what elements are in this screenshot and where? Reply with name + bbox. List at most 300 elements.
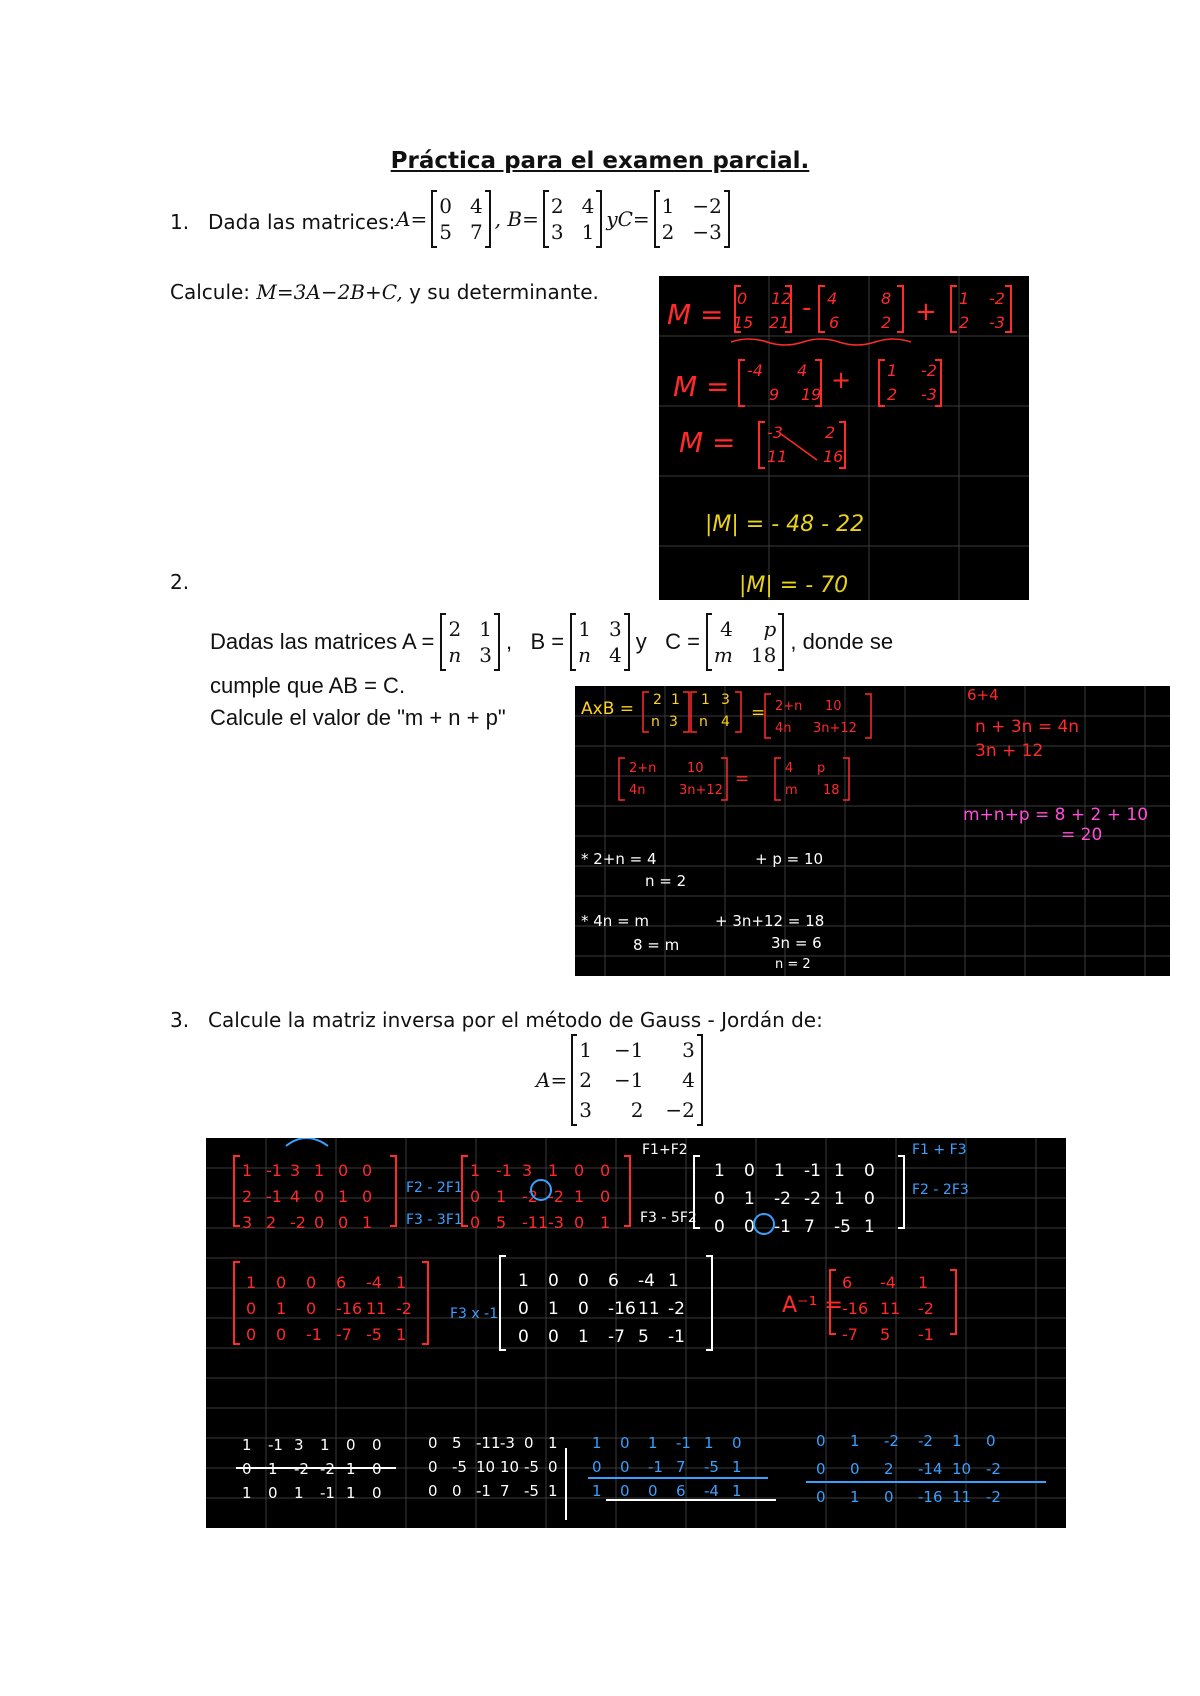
w4-cell: 0 [884, 1488, 894, 1506]
m5-cell: 0 [578, 1271, 589, 1291]
w4-cell: -2 [986, 1460, 1001, 1478]
w4-cell: 11 [952, 1488, 972, 1506]
board-1-det-line-1: |M| = - 48 - 22 [705, 512, 865, 537]
m5-cell: 0 [548, 1327, 559, 1347]
matrix-cell: 3 [579, 1098, 592, 1122]
matrix-b-label: , B = [506, 629, 565, 654]
board-3-canvas [206, 1138, 1066, 1528]
board-1-cell: 12 [771, 289, 792, 308]
matrix-cell: 1 [581, 220, 595, 244]
problem-2-number: 2. [170, 570, 190, 594]
matrix-cell: 3 [682, 1038, 695, 1062]
board-2-sum-result: = 20 [1061, 825, 1103, 845]
inv-cell: -7 [842, 1325, 858, 1344]
m5-cell: 1 [548, 1299, 559, 1319]
board-2-cell: 3n+12 [679, 783, 723, 798]
matrix-c [706, 615, 784, 669]
w2-cell: 0 [548, 1458, 558, 1476]
pivot-circle-2 [754, 1214, 774, 1234]
m4-cell: 0 [246, 1299, 257, 1318]
matrix-cell: 2 [630, 1098, 644, 1122]
board-1-cell: 9 [769, 385, 780, 404]
w1-cell: 1 [346, 1484, 356, 1502]
board-1-det-line-2: |M| = - 70 [739, 573, 849, 598]
board-2-n-line-1: n + 3n = 4n [975, 717, 1080, 737]
m4-cell: -7 [336, 1325, 352, 1344]
board-2-cell: 10 [687, 761, 704, 776]
board-1-cell: 15 [733, 313, 754, 332]
m4-cell: 1 [396, 1325, 407, 1344]
board-2-cell: 4 [721, 714, 730, 730]
board-1-cell: 1 [959, 289, 970, 308]
board-2-cell: 3 [721, 692, 730, 708]
w4-cell: -14 [918, 1460, 943, 1478]
m3-cell: 0 [864, 1161, 875, 1181]
inv-cell: 6 [842, 1273, 853, 1292]
m5-cell: 11 [638, 1299, 660, 1319]
w2-cell: 0 [428, 1434, 438, 1452]
board-1-cell: 8 [881, 289, 892, 308]
board-1-cell: 2 [959, 313, 970, 332]
m5-cell: -16 [608, 1299, 636, 1319]
inv-cell: -2 [918, 1299, 934, 1318]
board-3-op-3b: F2 - 2F3 [912, 1182, 969, 1198]
m4-cell: -2 [396, 1299, 412, 1318]
m1-cell: 4 [290, 1187, 301, 1206]
problem-1-calc [170, 280, 599, 304]
board-1-canvas [659, 276, 1029, 600]
m5-cell: 1 [668, 1271, 679, 1291]
m5-cell: -7 [608, 1327, 625, 1347]
m3-cell: 0 [714, 1217, 725, 1237]
matrix-cell: n [448, 643, 462, 667]
m1-cell: 0 [362, 1187, 373, 1206]
w3-cell: 0 [592, 1458, 602, 1476]
m5-cell: 1 [518, 1271, 529, 1291]
matrix-cell: 5 [439, 220, 452, 244]
w4-cell: -2 [884, 1432, 899, 1450]
w3-cell: 1 [732, 1482, 742, 1500]
problem-3-matrix [536, 1036, 703, 1124]
m3-cell: 1 [834, 1189, 845, 1209]
w3-cell: 1 [592, 1434, 602, 1452]
board-2-step-1b: n = 2 [645, 872, 687, 890]
w4-cell: 1 [850, 1432, 860, 1450]
m4-cell: 1 [276, 1299, 287, 1318]
m5-cell: 1 [578, 1327, 589, 1347]
m1-cell: -1 [266, 1161, 282, 1180]
board-2-cell: 10 [825, 699, 842, 714]
w4-cell: 0 [850, 1460, 860, 1478]
m2-cell: 1 [470, 1161, 481, 1180]
w2-cell: -3 [500, 1434, 515, 1452]
m4-cell: 0 [276, 1273, 287, 1292]
w4-cell: 1 [952, 1432, 962, 1450]
w1-cell: 0 [372, 1460, 382, 1478]
w3-cell: -5 [704, 1458, 719, 1476]
w2-cell: -11 [476, 1434, 501, 1452]
matrix-a-label: A= [396, 207, 428, 231]
matrix-cell: 7 [469, 220, 483, 244]
inv-cell: -4 [880, 1273, 896, 1292]
problem-1-number: 1. [170, 210, 190, 234]
problem-2-intro: Dadas las matrices A = [210, 629, 435, 654]
board-3-op-2top: F1+F2 [642, 1142, 688, 1158]
m3-cell: 1 [744, 1189, 755, 1209]
m4-cell: -1 [306, 1325, 322, 1344]
m1-cell: 1 [242, 1161, 253, 1180]
m3-cell: 1 [714, 1161, 725, 1181]
w1-cell: 1 [294, 1484, 304, 1502]
matrix-cell: p [763, 617, 777, 641]
matrix-b [543, 192, 602, 246]
w1-cell: -2 [294, 1460, 309, 1478]
w3-cell: -1 [676, 1434, 691, 1452]
m3-cell: 0 [744, 1217, 755, 1237]
w2-cell: 0 [452, 1482, 462, 1500]
matrix-cell: 2 [579, 1068, 592, 1092]
w4-cell: -16 [918, 1488, 943, 1506]
m1-cell: 3 [290, 1161, 301, 1180]
board-1-cell: 2 [825, 423, 836, 442]
m5-cell: 5 [638, 1327, 649, 1347]
w1-cell: -1 [268, 1436, 283, 1454]
matrix-a [431, 192, 490, 246]
m4-cell: 0 [246, 1325, 257, 1344]
m3-cell: 0 [864, 1189, 875, 1209]
w3-cell: 6 [676, 1482, 686, 1500]
matrix-cell: 4 [609, 643, 622, 667]
w1-cell: 1 [320, 1436, 330, 1454]
problem-2-donde: , donde se [790, 629, 894, 654]
m1-cell: 3 [242, 1213, 253, 1232]
m4-cell: 6 [336, 1273, 347, 1292]
board-1-plus-2: + [831, 366, 852, 394]
w4-cell: 0 [816, 1460, 826, 1478]
w4-cell: 2 [884, 1460, 894, 1478]
m4-cell: 0 [306, 1299, 317, 1318]
matrix-cell: 3 [550, 220, 564, 244]
matrix-cell: 4 [469, 194, 483, 218]
matrix-cell: 18 [750, 643, 777, 667]
m3-cell: 1 [864, 1217, 875, 1237]
matrix-cell: 3 [479, 643, 493, 667]
w3-cell: -1 [648, 1458, 663, 1476]
m4-cell: -4 [366, 1273, 382, 1292]
w3-cell: 1 [592, 1482, 602, 1500]
w3-cell: 0 [648, 1482, 658, 1500]
m5-cell: 6 [608, 1271, 619, 1291]
m4-cell: -16 [336, 1299, 363, 1318]
board-2-step-4: + 3n+12 = 18 [715, 912, 825, 930]
board-1-plus: + [915, 297, 937, 327]
problem-3-number: 3. [170, 1008, 190, 1032]
m2-cell: 5 [496, 1213, 507, 1232]
solution-board-1 [659, 276, 1029, 600]
board-3-op-1a: F2 - 2F1 [406, 1180, 463, 1196]
solution-board-2 [575, 686, 1170, 976]
board-1-cell: -3 [989, 313, 1005, 332]
w3-cell: 0 [620, 1458, 630, 1476]
w2-cell: -5 [524, 1482, 539, 1500]
board-2-step-3b: 8 = m [633, 936, 680, 954]
w1-cell: 0 [346, 1436, 356, 1454]
m2-cell: -1 [496, 1161, 512, 1180]
board-2-step-4b: 3n = 6 [771, 934, 822, 952]
board-2-cell: n [651, 714, 660, 730]
board-2-cell: 4 [785, 761, 794, 776]
m1-cell: 0 [314, 1187, 325, 1206]
w4-cell: 10 [952, 1460, 972, 1478]
matrix-b-label: , B= [494, 207, 539, 231]
m3-cell: -5 [834, 1217, 851, 1237]
board-1-cell: -2 [921, 361, 937, 380]
m3-cell: -1 [804, 1161, 821, 1181]
board-2-cell: m [785, 783, 798, 798]
w3-cell: 1 [732, 1458, 742, 1476]
problem-2-statement [210, 615, 893, 669]
m1-cell: -2 [290, 1213, 306, 1232]
w1-cell: 0 [372, 1484, 382, 1502]
m5-cell: 0 [548, 1271, 559, 1291]
board-3-op-1b: F3 - 3F1 [406, 1212, 463, 1228]
w3-cell: -4 [704, 1482, 719, 1500]
board-1-cell: 2 [887, 385, 898, 404]
w4-cell: 0 [816, 1432, 826, 1450]
calc-suffix: y su determinante. [409, 280, 599, 304]
w2-cell: 10 [476, 1458, 496, 1476]
matrix-cell: 4 [682, 1068, 695, 1092]
matrix-cell: 3 [609, 617, 622, 641]
matrix-c [654, 192, 730, 246]
board-1-cell: 0 [737, 289, 748, 308]
w3-cell: 0 [620, 1434, 630, 1452]
m4-cell: 0 [306, 1273, 317, 1292]
m2-cell: -2 [522, 1187, 538, 1206]
calc-expression: M=3A−2B+C, [256, 280, 403, 304]
inv-cell: -16 [842, 1299, 869, 1318]
m1-cell: 2 [266, 1213, 277, 1232]
m2-cell: 0 [600, 1161, 611, 1180]
board-2-cell: n [699, 714, 708, 730]
board-2-cell: p [817, 761, 826, 776]
m1-cell: 0 [362, 1161, 373, 1180]
page-title: Práctica para el examen parcial. [390, 148, 810, 174]
matrix-a-label: A= [536, 1068, 568, 1092]
m1-cell: 0 [314, 1213, 325, 1232]
m2-cell: -2 [548, 1187, 564, 1206]
w1-cell: 0 [242, 1460, 252, 1478]
w2-cell: 1 [548, 1434, 558, 1452]
w2-cell: 1 [548, 1482, 558, 1500]
board-2-cell: 4n [775, 721, 792, 736]
m2-cell: 1 [548, 1161, 559, 1180]
board-1-cell: 4 [797, 361, 808, 380]
m1-cell: 0 [338, 1213, 349, 1232]
w2-cell: 0 [428, 1458, 438, 1476]
board-1-cell: -4 [747, 361, 763, 380]
m1-cell: 1 [314, 1161, 325, 1180]
matrix-cell: 0 [439, 194, 452, 218]
board-1-minus: - [802, 293, 812, 323]
board-2-cell: 3 [669, 714, 678, 730]
w2-cell: 0 [524, 1434, 534, 1452]
m2-cell: 0 [600, 1187, 611, 1206]
m3-cell: 0 [744, 1161, 755, 1181]
m4-cell: -5 [366, 1325, 382, 1344]
board-1-cell: 4 [827, 289, 838, 308]
board-2-canvas [575, 686, 1170, 976]
w2-cell: -5 [452, 1458, 467, 1476]
board-3-inverse-label: A⁻¹ = [782, 1293, 843, 1318]
w1-cell: 3 [294, 1436, 304, 1454]
m4-cell: 0 [276, 1325, 287, 1344]
inv-cell: 1 [918, 1273, 929, 1292]
board-2-axb: AxB = [581, 699, 635, 719]
board-2-step-3: * 4n = m [581, 912, 650, 930]
w2-cell: 0 [428, 1482, 438, 1500]
w2-cell: 5 [452, 1434, 462, 1452]
calc-prefix: Calcule: [170, 280, 251, 304]
inv-cell: 11 [880, 1299, 901, 1318]
board-2-equals-2: = [735, 769, 750, 789]
matrix-a [571, 1036, 703, 1124]
w3-cell: 7 [676, 1458, 686, 1476]
w2-cell: -1 [476, 1482, 491, 1500]
w4-cell: 0 [816, 1488, 826, 1506]
w1-cell: 1 [268, 1460, 278, 1478]
board-3-op-4: F3 x -1 [450, 1306, 499, 1322]
matrix-cell: −1 [613, 1068, 644, 1092]
problem-2-line-3: Calcule el valor de "m + n + p" [210, 705, 506, 730]
problem-3-intro: Calcule la matriz inversa por el método de Gauss - Jordán de: [208, 1008, 823, 1032]
board-1-line-1-label: M = [667, 298, 724, 331]
board-1-line-3-label: M = [679, 426, 736, 459]
m5-cell: -1 [668, 1327, 685, 1347]
board-2-cell: 1 [671, 692, 680, 708]
w2-cell: 7 [500, 1482, 510, 1500]
board-1-cell: 11 [767, 447, 788, 466]
m3-cell: 1 [834, 1161, 845, 1181]
matrix-b [570, 615, 630, 669]
board-2-step-4c: n = 2 [775, 957, 811, 972]
board-1-cell: 21 [769, 313, 790, 332]
m3-cell: -1 [774, 1217, 791, 1237]
m3-cell: -2 [774, 1189, 791, 1209]
board-1-cell: 19 [801, 385, 822, 404]
board-2-cell: 2 [653, 692, 662, 708]
matrix-cell: −1 [613, 1038, 644, 1062]
matrix-cell: 1 [579, 1038, 592, 1062]
m5-cell: 0 [518, 1299, 529, 1319]
board-2-top-note: 6+4 [967, 686, 999, 704]
w1-cell: 1 [242, 1484, 252, 1502]
board-3-op-3a: F1 + F3 [912, 1142, 967, 1158]
matrix-cell: −2 [665, 1098, 695, 1122]
inv-cell: 5 [880, 1325, 891, 1344]
board-1-cell: -2 [989, 289, 1005, 308]
board-3-cells [242, 1161, 1001, 1506]
m5-cell: 0 [518, 1327, 529, 1347]
m2-cell: 1 [600, 1213, 611, 1232]
problem-1-matrices [396, 192, 730, 246]
matrix-cell: 2 [448, 617, 462, 641]
m2-cell: 0 [574, 1213, 585, 1232]
m2-cell: -3 [548, 1213, 564, 1232]
board-1-cell: 6 [829, 313, 840, 332]
w3-cell: 1 [648, 1434, 658, 1452]
matrix-cell: m [713, 643, 733, 667]
m2-cell: 1 [574, 1187, 585, 1206]
matrix-cell: 4 [581, 194, 595, 218]
matrix-cell: 4 [720, 617, 733, 641]
board-1-cell: 16 [823, 447, 844, 466]
m1-cell: 1 [362, 1213, 373, 1232]
w3-cell: 1 [704, 1434, 714, 1452]
m2-cell: 3 [522, 1161, 533, 1180]
w1-cell: 1 [242, 1436, 252, 1454]
w4-cell: -2 [986, 1488, 1001, 1506]
m1-cell: 2 [242, 1187, 253, 1206]
board-3-op-2b: F3 - 5F2 [640, 1210, 697, 1226]
w1-cell: -1 [320, 1484, 335, 1502]
board-2-step-1: * 2+n = 4 [581, 850, 657, 868]
m2-cell: 0 [470, 1213, 481, 1232]
board-2-cell: 2+n [775, 699, 803, 714]
board-1-line-2-label: M = [673, 370, 730, 403]
board-2-n-line-2: 3n + 12 [975, 741, 1044, 761]
board-2-step-2: + p = 10 [755, 850, 824, 868]
m5-cell: -4 [638, 1271, 655, 1291]
inv-cell: -1 [918, 1325, 934, 1344]
board-1-cell: -3 [767, 423, 783, 442]
matrix-cell: 2 [550, 194, 564, 218]
w1-cell: 1 [346, 1460, 356, 1478]
m3-cell: 0 [714, 1189, 725, 1209]
matrix-a [440, 615, 500, 669]
board-2-cell: 18 [823, 783, 840, 798]
m1-cell: 1 [338, 1187, 349, 1206]
w1-cell: 0 [268, 1484, 278, 1502]
board-1-cell: 2 [881, 313, 892, 332]
m4-cell: 1 [246, 1273, 257, 1292]
board-2-cell: 1 [701, 692, 710, 708]
board-2-sum: m+n+p = 8 + 2 + 10 [963, 805, 1149, 825]
w2-cell: 10 [500, 1458, 520, 1476]
m3-cell: -2 [804, 1189, 821, 1209]
w2-cell: -5 [524, 1458, 539, 1476]
board-2-cell: 2+n [629, 761, 657, 776]
matrix-cell: 1 [479, 617, 493, 641]
matrix-cell: 2 [661, 220, 675, 244]
w4-cell: 0 [986, 1432, 996, 1450]
m2-cell: -11 [522, 1213, 549, 1232]
solution-board-3 [206, 1138, 1066, 1528]
matrix-cell: −3 [692, 220, 722, 244]
m2-cell: 1 [496, 1187, 507, 1206]
matrix-cell: 1 [661, 194, 675, 218]
m1-cell: 0 [338, 1161, 349, 1180]
matrix-cell: −2 [692, 194, 722, 218]
board-2-equals: = [751, 703, 766, 723]
board-1-cell: -3 [921, 385, 937, 404]
matrix-c-label: y C = [635, 629, 700, 654]
m2-cell: 0 [470, 1187, 481, 1206]
w4-cell: -2 [918, 1432, 933, 1450]
m4-cell: 1 [396, 1273, 407, 1292]
problem-1-intro: Dada las matrices: [208, 210, 396, 234]
matrix-cell: n [578, 643, 591, 667]
